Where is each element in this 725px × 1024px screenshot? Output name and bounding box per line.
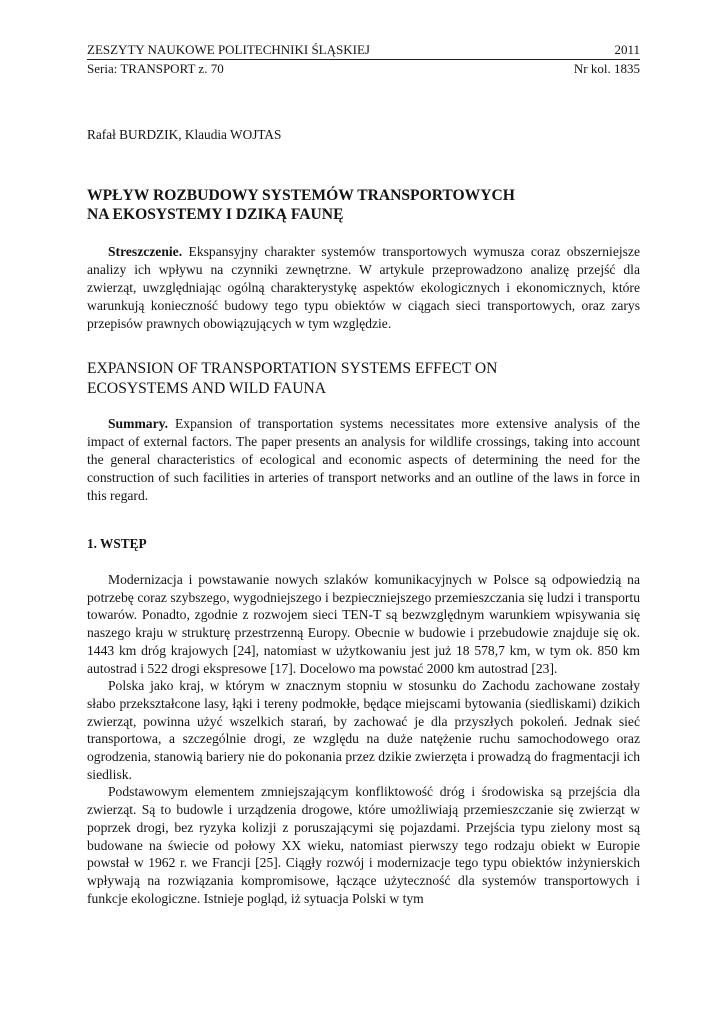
journal-header bbox=[87, 42, 640, 58]
series-header bbox=[87, 61, 640, 77]
abstract-english-text: Expansion of transportation systems necessitates more extensive analysis of the impact of external factors. The paper presents an analysis for wildlife crossings, taking into account the general characteristics of ecological and economic aspects of determining the need for the construction of such facilities in arteries of transport networks and an outline of the laws in force in this regard. bbox=[87, 416, 640, 503]
body-paragraph: Modernizacja i powstawanie nowych szlaków komunikacyjnych w Polsce są odpowiedzią na potrzebę coraz szybszego, wygodniejszego i bezpieczniejszego przemieszczania się ludzi i transportu towarów. Ponadto, zgodnie z rozwojem sieci TEN-T są bezwzględnym warunkiem wpisywania się naszego kraju w strukturę przestrzenną Europy. Obecnie w budowie i przebudowie znajduje się ok. 1443 km dróg krajowych [24], natomiast w użytkowaniu jest już 18 578,7 km, w tym ok. 850 km autostrad i 522 drogi ekspresowe [17]. Docelowo ma powstać 2000 km autostrad [23]. bbox=[87, 572, 640, 676]
header-rule bbox=[87, 59, 640, 60]
paper-page bbox=[87, 42, 640, 907]
series-label: Seria: TRANSPORT z. 70 bbox=[87, 61, 224, 76]
body-paragraph: Polska jako kraj, w którym w znacznym stopniu w stosunku do Zachodu zachowane zostały słabo przekształcone lasy, łąki i tereny podmokłe, będące miejscami bytowania (siedliskami) dzikich zwierząt, powinna użyć wszelkich starań, by zachować je dla przyszłych pokoleń. Jednak sieć transportowa, a szczególnie drogi, ze względu na duże natężenie ruchu samochodowego oraz ogrodzenia, stanowią bariery nie do pokonania przez dzikie zwierzęta i prowadzą do fragmentacji ich siedlisk. bbox=[87, 678, 640, 782]
journal-name: ZESZYTY NAUKOWE POLITECHNIKI ŚLĄSKIEJ bbox=[87, 42, 370, 57]
title-english-line2: ECOSYSTEMS AND WILD FAUNA bbox=[87, 380, 326, 397]
authors: Rafał BURDZIK, Klaudia WOJTAS bbox=[87, 127, 282, 142]
journal-year: 2011 bbox=[614, 42, 640, 57]
title-english-line1: EXPANSION OF TRANSPORTATION SYSTEMS EFFECT ON bbox=[87, 360, 498, 377]
title-english bbox=[87, 359, 640, 399]
abstract-english-label: Summary. bbox=[108, 416, 169, 431]
abstract-polish bbox=[87, 243, 640, 333]
issue-number: Nr kol. 1835 bbox=[573, 61, 640, 76]
abstract-english bbox=[87, 415, 640, 505]
body-paragraph: Podstawowym elementem zmniejszającym konfliktowość dróg i środowiska są przejścia dla zwierząt. Są to budowle i urządzenia drogowe, które umożliwiają przemieszczanie się zwierząt w poprzek drogi, bez ryzyka kolizji z poruszającymi się pojazdami. Przejścia typu zielony most są budowane na świecie od połowy XX wieku, natomiast pierwszy tego rodzaju obiekt w Europie powstał w 1962 r. we Francji [25]. Ciągły rozwój i modernizacje tego typu obiektów inżynierskich wpływają na rozwiązania kompromisowe, łączące użyteczność dla systemów transportowych i funkcje ekologiczne. Istnieje pogląd, iż sytuacja Polski w tym bbox=[87, 784, 640, 906]
abstract-polish-text: Ekspansyjny charakter systemów transportowych wymusza coraz obszerniejsze analizy ich wpływu na czynniki zewnętrzne. W artykule przeprowadzono analizę przejść dla zwierząt, uwzględniając ogólną charakterystykę aspektów ekologicznych i ekonomicznych, które warunkują konieczność budowy tego typu obiektów w ciągach sieci transportowych, oraz zarys przepisów prawnych obowiązujących w tym względzie. bbox=[87, 244, 640, 331]
title-polish bbox=[87, 186, 640, 224]
section-heading: 1. WSTĘP bbox=[87, 536, 147, 551]
abstract-polish-label: Streszczenie. bbox=[108, 244, 183, 259]
title-polish-line1: WPŁYW ROZBUDOWY SYSTEMÓW TRANSPORTOWYCH bbox=[87, 187, 515, 204]
title-polish-line2: NA EKOSYSTEMY I DZIKĄ FAUNĘ bbox=[87, 206, 344, 223]
